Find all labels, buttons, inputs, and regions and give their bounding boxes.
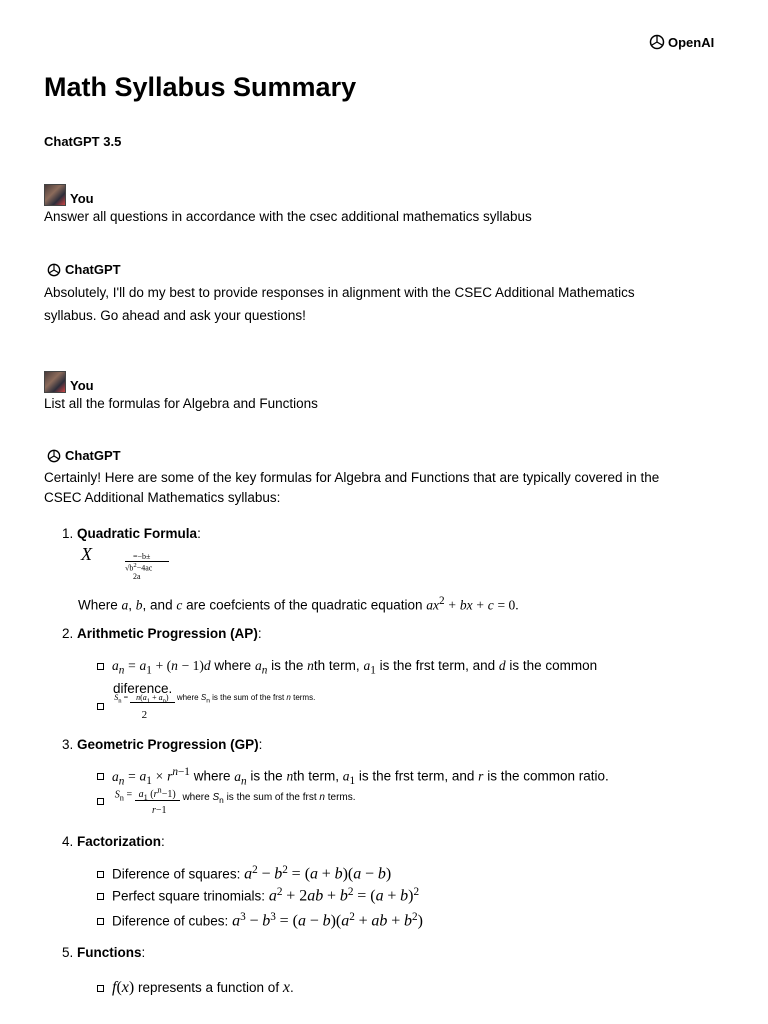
list-item: $a_n = a_1 + (n - 1)d$ where $a_n$ is the nth term, $a_1$ is the frst term, and d is the common diference. <box>97 657 657 698</box>
formula-x: X <box>81 544 92 564</box>
section-gp: 3. Geometric Progression (GP): <box>62 737 263 752</box>
speaker-name: You <box>70 378 94 393</box>
list-item: $a_n = a_1 \times r^{n-1}$ where $a_n$ is the nth term, $a_1$ is the frst term, and r is the common ratio. <box>97 766 609 787</box>
bullet-icon <box>97 871 104 878</box>
assistant-speaker <box>47 448 121 463</box>
bullet-icon <box>97 798 104 805</box>
bullet-icon <box>97 893 104 900</box>
bullet-icon <box>97 773 104 780</box>
model-label: ChatGPT 3.5 <box>44 134 122 149</box>
bullet-icon <box>97 918 104 925</box>
section-factorization: 4. Factorization: <box>62 834 165 849</box>
brand-name: OpenAI <box>668 34 715 50</box>
openai-icon <box>649 34 665 50</box>
user-message: List all the formulas for Algebra and Functions <box>44 396 318 411</box>
section-heading: Quadratic Formula <box>77 526 198 541</box>
user-avatar <box>44 371 66 393</box>
assistant-message: Absolutely, I'll do my best to provide responses in alignment with the CSEC Additional Mathematics syllabus. Go ahead and ask your questions! <box>44 285 635 323</box>
list-item: f(x) represents a function of x. <box>97 979 294 997</box>
bullet-icon <box>97 663 104 670</box>
assistant-message: Certainly! Here are some of the key formulas for Algebra and Functions that are typically covered in the CSEC Additional Mathematics syllabus: <box>44 470 660 505</box>
chatgpt-icon <box>47 263 61 277</box>
user-speaker <box>44 370 94 393</box>
section-heading: Arithmetic Progression (AP) <box>77 626 258 641</box>
list-item: $S_n = n(a_1 + a_n)$ 2 where $S_n$ is the sum of the frst n terms. <box>97 693 315 721</box>
section-heading: Factorization <box>77 834 162 849</box>
section-heading: Functions <box>77 945 142 960</box>
section-functions: 5. Functions: <box>62 945 146 960</box>
list-item: Diference of cubes: $a^3 - b^3 = (a - b)(a^2$ + ab + $b^2$) <box>97 911 423 931</box>
openai-logo <box>649 34 714 50</box>
section-quadratic: 1. Quadratic Formula: <box>62 526 201 541</box>
quadratic-where: Where a, b, and c are coefcients of the quadratic equation $ax^2$ + bx + c = 0. <box>78 595 519 613</box>
section-ap: 2. Arithmetic Progression (AP): <box>62 626 262 641</box>
list-item: Diference of squares: $a^2 - b^2 = (a + b)(a - b)$ <box>97 864 391 884</box>
speaker-name: You <box>70 191 94 206</box>
speaker-name: ChatGPT <box>65 448 121 463</box>
bullet-icon <box>97 703 104 710</box>
list-item: $S_n = a_1$ $(r^n-1)$ r−1 where $S_n$ is the sum of the frst n terms. <box>97 786 356 816</box>
bullet-icon <box>97 985 104 992</box>
user-message: Answer all questions in accordance with the csec additional mathematics syllabus <box>44 209 532 224</box>
quadratic-formula-image: =−b± $√b^2-4ac$ 2a <box>125 553 169 581</box>
list-item: Perfect square trinomials: $a^2 + 2ab + b^2 = (a + b)^2$ <box>97 886 419 906</box>
user-speaker <box>44 183 94 206</box>
speaker-name: ChatGPT <box>65 262 121 277</box>
section-heading: Geometric Progression (GP) <box>77 737 259 752</box>
page-title: Math Syllabus Summary <box>44 72 357 102</box>
assistant-speaker <box>47 262 121 277</box>
user-avatar <box>44 184 66 206</box>
chatgpt-icon <box>47 449 61 463</box>
